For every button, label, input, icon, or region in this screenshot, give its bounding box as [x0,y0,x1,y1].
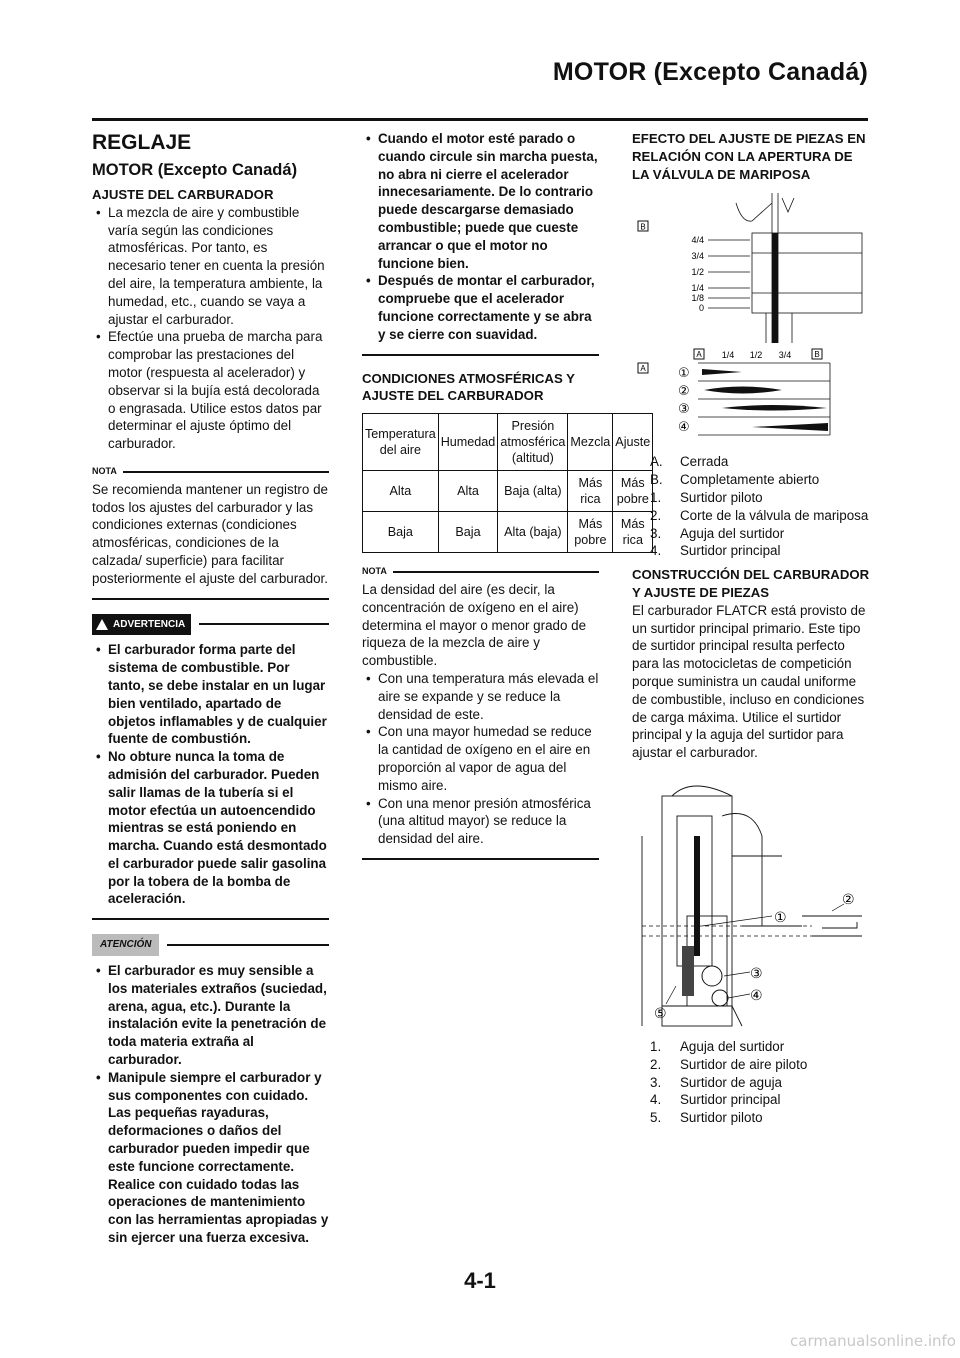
atmospheric-table [362,413,653,553]
column-middle [362,130,651,874]
table-cell: Alta [363,471,439,512]
svg-text:3/4: 3/4 [778,350,792,361]
svg-text:①: ① [678,366,690,382]
svg-text:1/8: 1/8 [691,293,704,304]
watermark: carmanualsonline.info [790,1332,956,1350]
diagram-legend-2 [632,1038,872,1127]
list-item: 2. Surtidor de aire piloto [650,1056,808,1072]
caution-label: ATENCIÓN [92,934,329,956]
construction-paragraph: El carburador FLATCR está provisto de un surtidor principal primario. Este tipo de surtidor principal resulta perfecto para las motocicletas de competición porque suministra un caudal uniforme de combustible, incluso en condiciones de carga máxima. Utilice el surtidor principal y la aguja del surtidor para ajustar el carburador. [632,602,866,761]
svg-text:4/4: 4/4 [691,235,704,246]
warning-label: ADVERTENCIA [92,614,329,636]
diagram-legend-1 [632,453,872,560]
table-row [363,512,653,553]
subsection-title: MOTOR (Excepto Canadá) [92,161,298,179]
table-cell: Baja [438,512,498,553]
table-header-cell: Ajuste [613,414,653,471]
heading-carburetor-adjustment: AJUSTE DEL CARBURADOR [92,187,274,202]
list-item: A. Cerrada [650,454,729,470]
page-header-title: MOTOR (Excepto Canadá) [552,58,868,86]
table-cell: Alta [438,471,498,512]
svg-text:⑤: ⑤ [654,1005,667,1022]
table-row [363,471,653,512]
heading-atmospheric-conditions: CONDICIONES ATMOSFÉRICAS Y AJUSTE DEL CARBURADOR [362,370,575,404]
table-cell: Más rica [613,512,653,553]
table-header-cell: Presión atmosférica (altitud) [498,414,568,471]
note-end-rule [92,598,329,600]
table-cell: Más pobre [568,512,613,553]
carburetor-cross-section-diagram [632,776,872,1034]
list-item: • Cuando el motor esté parado o cuando circule sin marcha puesta, no abra ni cierre el acelerador innecesariamente. De lo contrario puede descargarse demasiado combustible; puede que cueste arrancar o que el motor no funcione bien. [362,130,599,272]
list-item: • La mezcla de aire y combustible varía según las condiciones atmosféricas. Por tanto, es necesario tener en cuenta la presión del aire, la temperatura ambiente, la humedad, etc., cuando se vaya a ajustar el carburador. [92,204,329,329]
table-cell: Baja (alta) [498,471,568,512]
caution-end-rule [362,354,599,356]
list-item: 2. Corte de la válvula de mariposa [650,507,869,523]
list-item: • Con una mayor humedad se reduce la cantidad de oxígeno en el aire en proporción al vapor de agua del mismo aire. [362,723,599,794]
table-cell: Alta (baja) [498,512,568,553]
throttle-opening-diagram [632,193,872,374]
intro-bullet-list [92,204,329,453]
svg-text:②: ② [842,891,855,908]
svg-text:②: ② [678,384,690,400]
column-left [92,130,329,1247]
heading-throttle-effect: EFECTO DEL AJUSTE DE PIEZAS EN RELACIÓN CON LA APERTURA DE LA VÁLVULA DE MARIPOSA [632,131,866,182]
note-label: NOTA [362,563,599,581]
warning-bullet-list [92,641,329,908]
header-rule [92,118,868,121]
note-text: La densidad del aire (es decir, la concentración de oxígeno en el aire) determina el mayor o menor grado de riqueza de la mezcla de aire y combustible. [362,581,587,669]
note-end-rule [362,858,599,860]
caution-continued-list [362,130,599,344]
warning-end-rule [92,918,329,920]
list-item: 1. Aguja del surtidor [650,1038,785,1054]
svg-text:A: A [696,350,702,360]
table-cell: Baja [363,512,439,553]
table-header-cell: Humedad [438,414,498,471]
column-right [632,130,872,1127]
list-item: 5. Surtidor piloto [650,1110,763,1126]
svg-text:④: ④ [750,987,763,1004]
list-item: 3. Surtidor de aguja [650,1074,782,1090]
svg-text:1/4: 1/4 [721,350,735,361]
svg-text:B: B [814,350,820,360]
list-item: • El carburador forma parte del sistema de combustible. Por tanto, se debe instalar en un lugar bien ventilado, apartado de objetos inflamables y de cualquier fuente de combustión. [92,641,329,748]
note-label: NOTA [92,463,329,481]
warning-triangle-icon [96,619,108,630]
table-cell: Más rica [568,471,613,512]
list-item: 3. Aguja del surtidor [650,525,785,541]
svg-text:③: ③ [750,965,763,982]
list-item: 4. Surtidor principal [650,1092,781,1108]
table-header-cell: Temperatura del aire [363,414,439,471]
list-item: • No obture nunca la toma de admisión del carburador. Pueden salir llamas de la tubería si el motor efectúa un autoencendido mientras se está poniendo en marcha. Cuando está desmontado el carburador puede salir gasolina por la tobera de la bomba de aceleración. [92,748,329,908]
svg-text:1/4: 1/4 [691,283,704,294]
note-bullet-list [362,670,599,848]
list-item: • Después de montar el carburador, compruebe que el acelerador funcione correctamente y se abra y se cierre con suavidad. [362,272,599,343]
svg-text:1/2: 1/2 [749,350,763,361]
heading-carburetor-construction: CONSTRUCCIÓN DEL CARBURADOR Y AJUSTE DE PIEZAS [632,567,870,600]
table-cell: Más pobre [613,471,653,512]
note-text: Se recomienda mantener un registro de todos los ajustes del carburador y las condiciones externas (condiciones atmosféricas, condiciones de la calzada/ superficie) para facilitar posteriormente el ajuste del carburador. [92,481,328,586]
svg-text:④: ④ [678,420,690,436]
list-item: • El carburador es muy sensible a los materiales extraños (suciedad, arena, agua, etc.). Durante la instalación evite la penetración de toda materia extraña al carburador. [92,962,329,1069]
svg-text:1/2: 1/2 [691,267,704,278]
list-item: 4. Surtidor principal [650,543,781,559]
table-header-row [363,414,653,471]
list-item: • Con una menor presión atmosférica (una altitud mayor) se reduce la densidad del aire. [362,795,599,848]
table-header-cell: Mezcla [568,414,613,471]
svg-text:0: 0 [698,303,704,314]
list-item: • Manipule siempre el carburador y sus componentes con cuidado. Las pequeñas rayaduras, deformaciones o daños del carburador pueden impedir que este funcione correctamente. Realice con cuidado todas las operaciones de mantenimiento con las herramientas apropiadas y sin ejercer una fuerza excesiva. [92,1069,329,1247]
svg-text:③: ③ [678,402,690,418]
svg-text:A: A [640,364,646,374]
svg-text:B: B [640,222,646,232]
list-item: 1. Surtidor piloto [650,489,763,505]
section-title: REGLAJE [92,131,192,154]
page-number: 4-1 [464,1268,496,1293]
svg-text:3/4: 3/4 [691,251,704,262]
list-item: B. Completamente abierto [650,472,820,488]
list-item: • Con una temperatura más elevada el aire se expande y se reduce la densidad de este. [362,670,599,723]
svg-text:①: ① [774,909,787,926]
list-item: • Efectúe una prueba de marcha para comprobar las prestaciones del motor (respuesta al acelerador) y observar si la bujía está decolorada o engrasada. Utilice estos datos par determinar el ajuste óptimo del carburador. [92,328,329,453]
adjustment-range-chart [652,347,852,445]
caution-bullet-list [92,962,329,1247]
